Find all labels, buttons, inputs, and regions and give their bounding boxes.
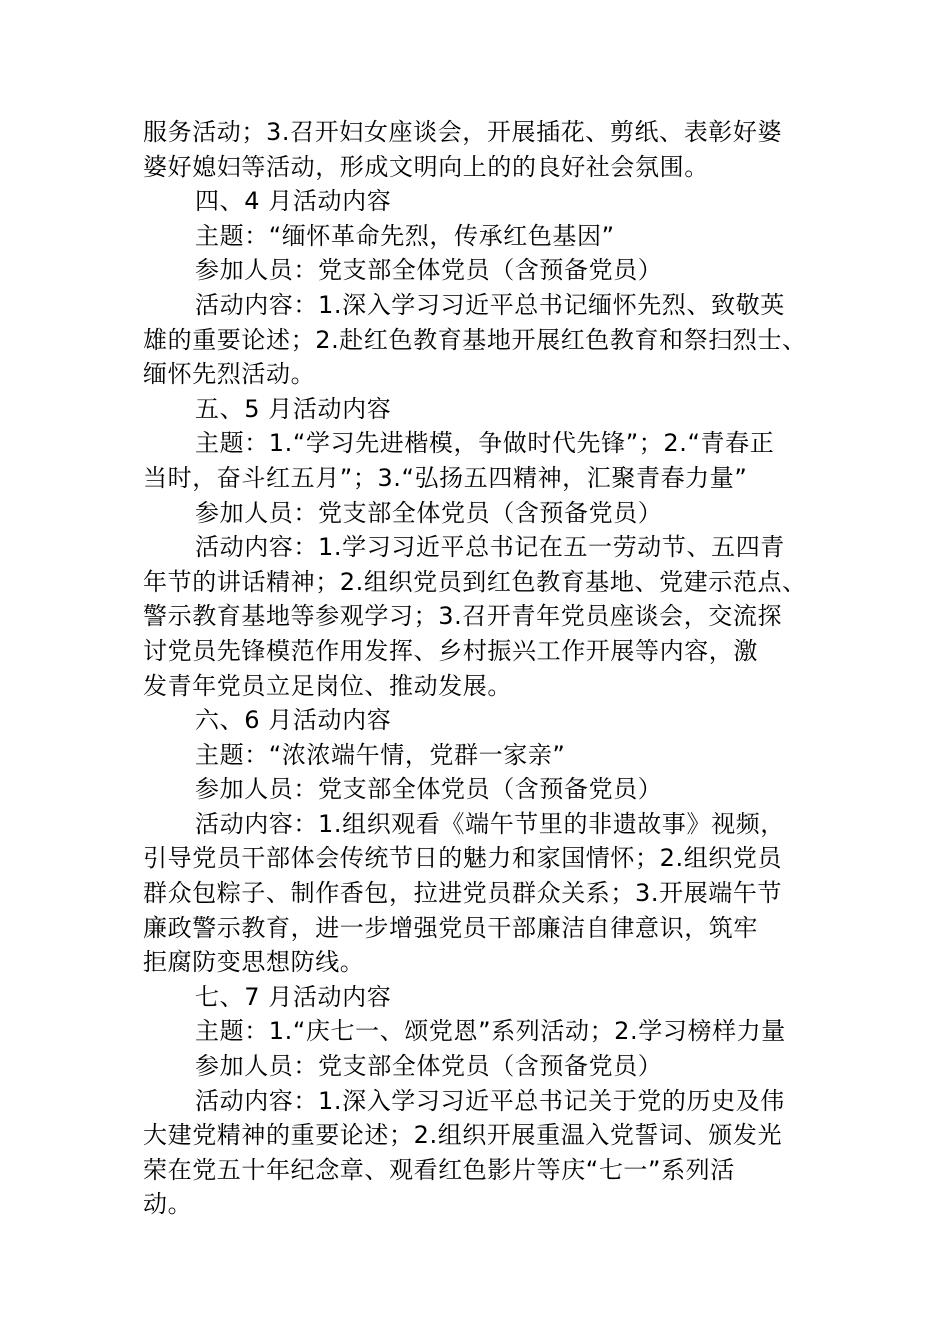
paragraph-line: 荣在党五十年纪念章、观看红色影片等庆“七一”系列活 bbox=[143, 1155, 735, 1184]
document-body bbox=[143, 115, 808, 1222]
participants-line-may: 参加人员：党支部全体党员（含预备党员） bbox=[195, 498, 663, 527]
content-line-may: 活动内容：1.学习习近平总书记在五一劳动节、五四青 bbox=[195, 533, 785, 562]
section-heading-july: 七、7 月活动内容 bbox=[195, 982, 392, 1011]
paragraph-line: 婆好媳妇等活动，形成文明向上的的良好社会氛围。 bbox=[143, 152, 709, 181]
paragraph-line: 动。 bbox=[143, 1190, 193, 1219]
paragraph-line: 警示教育基地等参观学习；3.召开青年党员座谈会，交流探 bbox=[143, 602, 783, 631]
theme-line-april: 主题：“缅怀革命先烈，传承红色基因” bbox=[195, 221, 615, 250]
paragraph-line: 当时，奋斗红五月”；3.“弘扬五四精神，汇聚青春力量” bbox=[143, 463, 748, 492]
paragraph-line: 发青年党员立足岗位、推动发展。 bbox=[143, 671, 512, 700]
paragraph-line: 年节的讲话精神；2.组织党员到红色教育基地、党建示范点、 bbox=[143, 567, 807, 596]
paragraph-line: 廉政警示教育，进一步增强党员干部廉洁自律意识，筑牢 bbox=[143, 913, 758, 942]
paragraph-line: 雄的重要论述；2.赴红色教育基地开展红色教育和祭扫烈士、 bbox=[143, 325, 807, 354]
participants-line-april: 参加人员：党支部全体党员（含预备党员） bbox=[195, 256, 663, 285]
participants-line-june: 参加人员：党支部全体党员（含预备党员） bbox=[195, 775, 663, 804]
theme-line-june: 主题：“浓浓端午情，党群一家亲” bbox=[195, 740, 566, 769]
paragraph-line: 大建党精神的重要论述；2.组织开展重温入党誓词、颁发光 bbox=[143, 1121, 783, 1150]
section-heading-april: 四、4 月活动内容 bbox=[195, 187, 392, 216]
paragraph-line: 讨党员先锋模范作用发挥、乡村振兴工作开展等内容，激 bbox=[143, 636, 758, 665]
content-line-july: 活动内容：1.深入学习习近平总书记关于党的历史及伟 bbox=[195, 1086, 785, 1115]
paragraph-line: 拒腐防变思想防线。 bbox=[143, 948, 365, 977]
participants-line-july: 参加人员：党支部全体党员（含预备党员） bbox=[195, 1052, 663, 1081]
paragraph-line: 群众包粽子、制作香包，拉进党员群众关系；3.开展端午节 bbox=[143, 879, 783, 908]
paragraph-line: 引导党员干部体会传统节日的魅力和家国情怀；2.组织党员 bbox=[143, 844, 783, 873]
content-line-april: 活动内容：1.深入学习习近平总书记缅怀先烈、致敬英 bbox=[195, 290, 785, 319]
paragraph-line: 缅怀先烈活动。 bbox=[143, 360, 316, 389]
theme-line-may: 主题：1.“学习先进楷模，争做时代先锋”；2.“青春正 bbox=[195, 429, 775, 458]
content-line-june: 活动内容：1.组织观看《端午节里的非遗故事》视频， bbox=[195, 809, 785, 838]
theme-line-july: 主题：1.“庆七一、颂党恩”系列活动；2.学习榜样力量 bbox=[195, 1017, 786, 1046]
paragraph-line: 服务活动；3.召开妇女座谈会，开展插花、剪纸、表彰好婆 bbox=[143, 118, 783, 146]
section-heading-june: 六、6 月活动内容 bbox=[195, 706, 392, 735]
section-heading-may: 五、5 月活动内容 bbox=[195, 394, 392, 423]
